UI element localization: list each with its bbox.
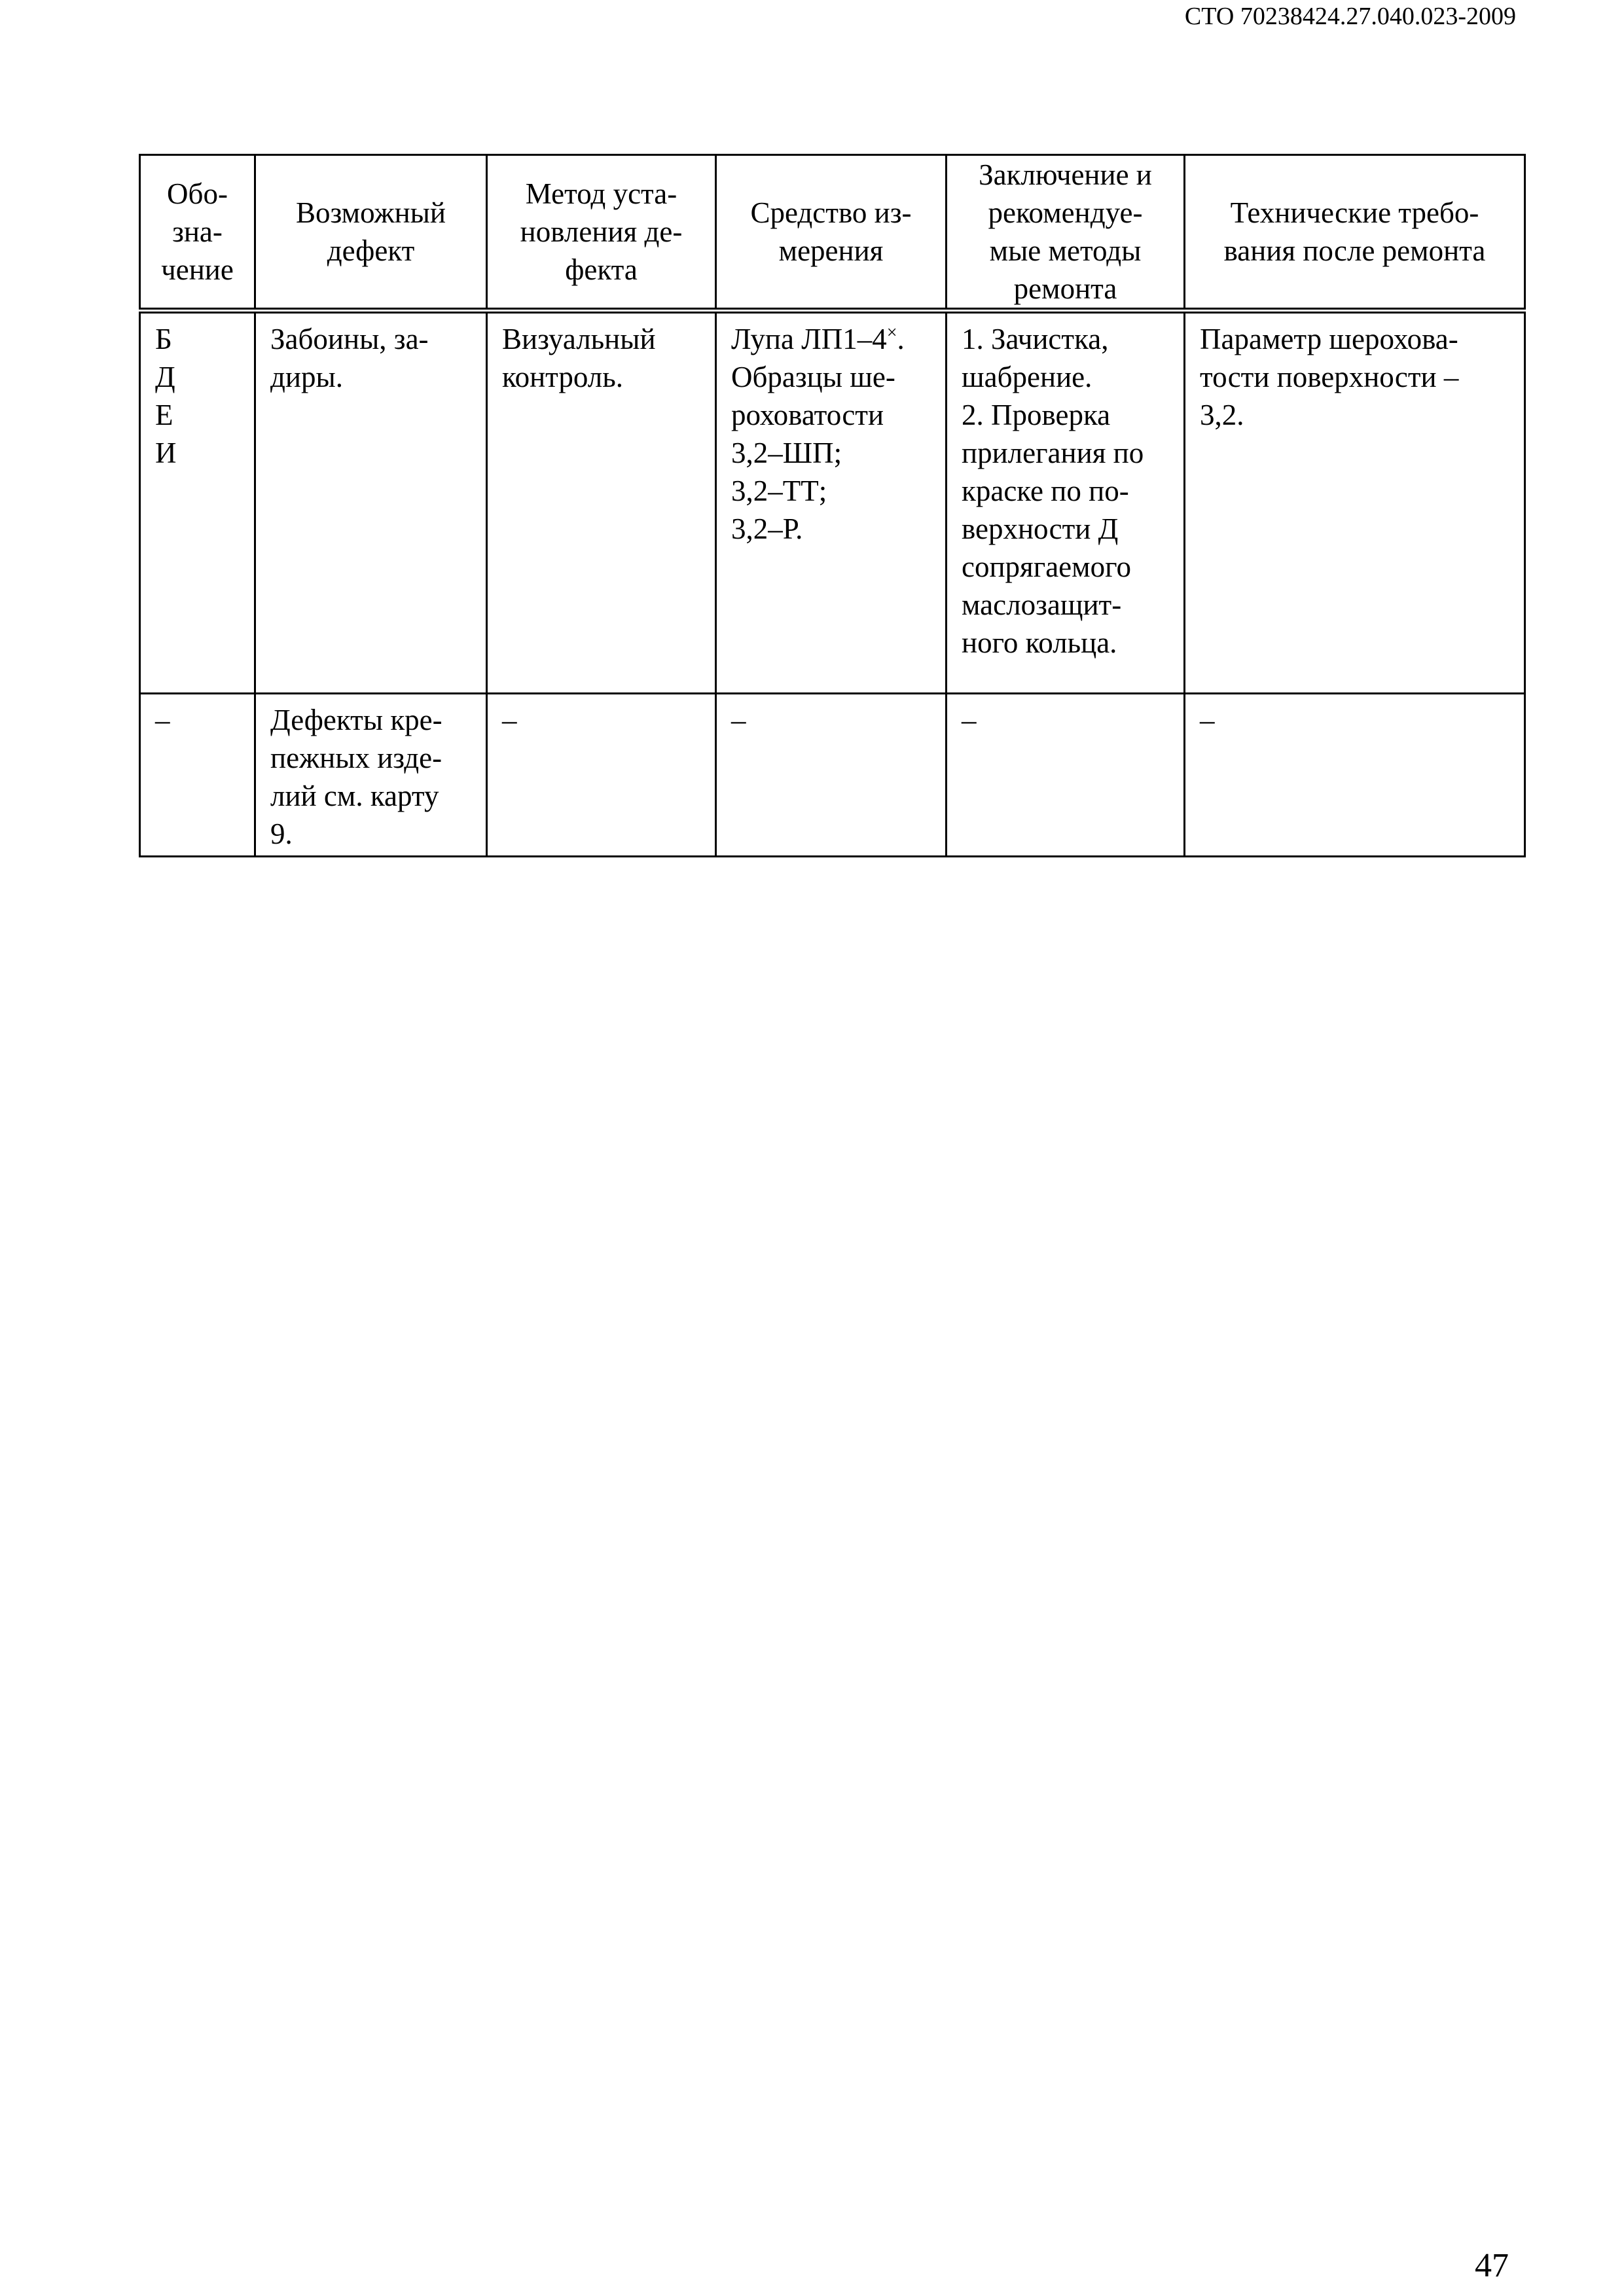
cell-instrument: Лупа ЛП1–4×. Образцы ше- роховатости 3,2–ШП; 3,2–ТТ; 3,2–Р. xyxy=(716,311,947,694)
column-header-conclusion: Заключение и рекомендуе- мые методы ремонта xyxy=(947,155,1185,311)
cell-designation: Б Д Е И xyxy=(140,311,255,694)
cell-conclusion: 1. Зачистка, шабрение. 2. Проверка прилегания по краске по по- верхности Д сопрягаемого маслозащит- ного кольца. xyxy=(947,311,1185,694)
cell-defect: Забоины, за- диры. xyxy=(255,311,487,694)
column-header-instrument: Средство из- мерения xyxy=(716,155,947,311)
column-header-requirements: Технические требо- вания после ремонта xyxy=(1185,155,1525,311)
column-header-method: Метод уста- новления де- фекта xyxy=(487,155,716,311)
page-number: 47 xyxy=(1475,2247,1509,2284)
cell-requirements: – xyxy=(1185,694,1525,857)
cell-method: Визуальный контроль. xyxy=(487,311,716,694)
cell-method: – xyxy=(487,694,716,857)
cell-designation: – xyxy=(140,694,255,857)
magnifier-model: Лупа ЛП1–4 xyxy=(731,323,887,355)
cell-conclusion: – xyxy=(947,694,1185,857)
document-code: СТО 70238424.27.040.023-2009 xyxy=(1184,3,1516,30)
column-header-designation: Обо- зна- чение xyxy=(140,155,255,311)
defect-table xyxy=(139,154,1526,857)
column-header-defect: Возможный дефект xyxy=(255,155,487,311)
table-row xyxy=(140,694,1525,857)
magnification-mark: × xyxy=(886,323,897,343)
cell-instrument: – xyxy=(716,694,947,857)
cell-requirements: Параметр шерохова- тости поверхности – 3,2. xyxy=(1185,311,1525,694)
table-header-row xyxy=(140,155,1525,311)
cell-defect: Дефекты кре- пежных изде- лий см. карту 9. xyxy=(255,694,487,857)
table-row xyxy=(140,311,1525,694)
